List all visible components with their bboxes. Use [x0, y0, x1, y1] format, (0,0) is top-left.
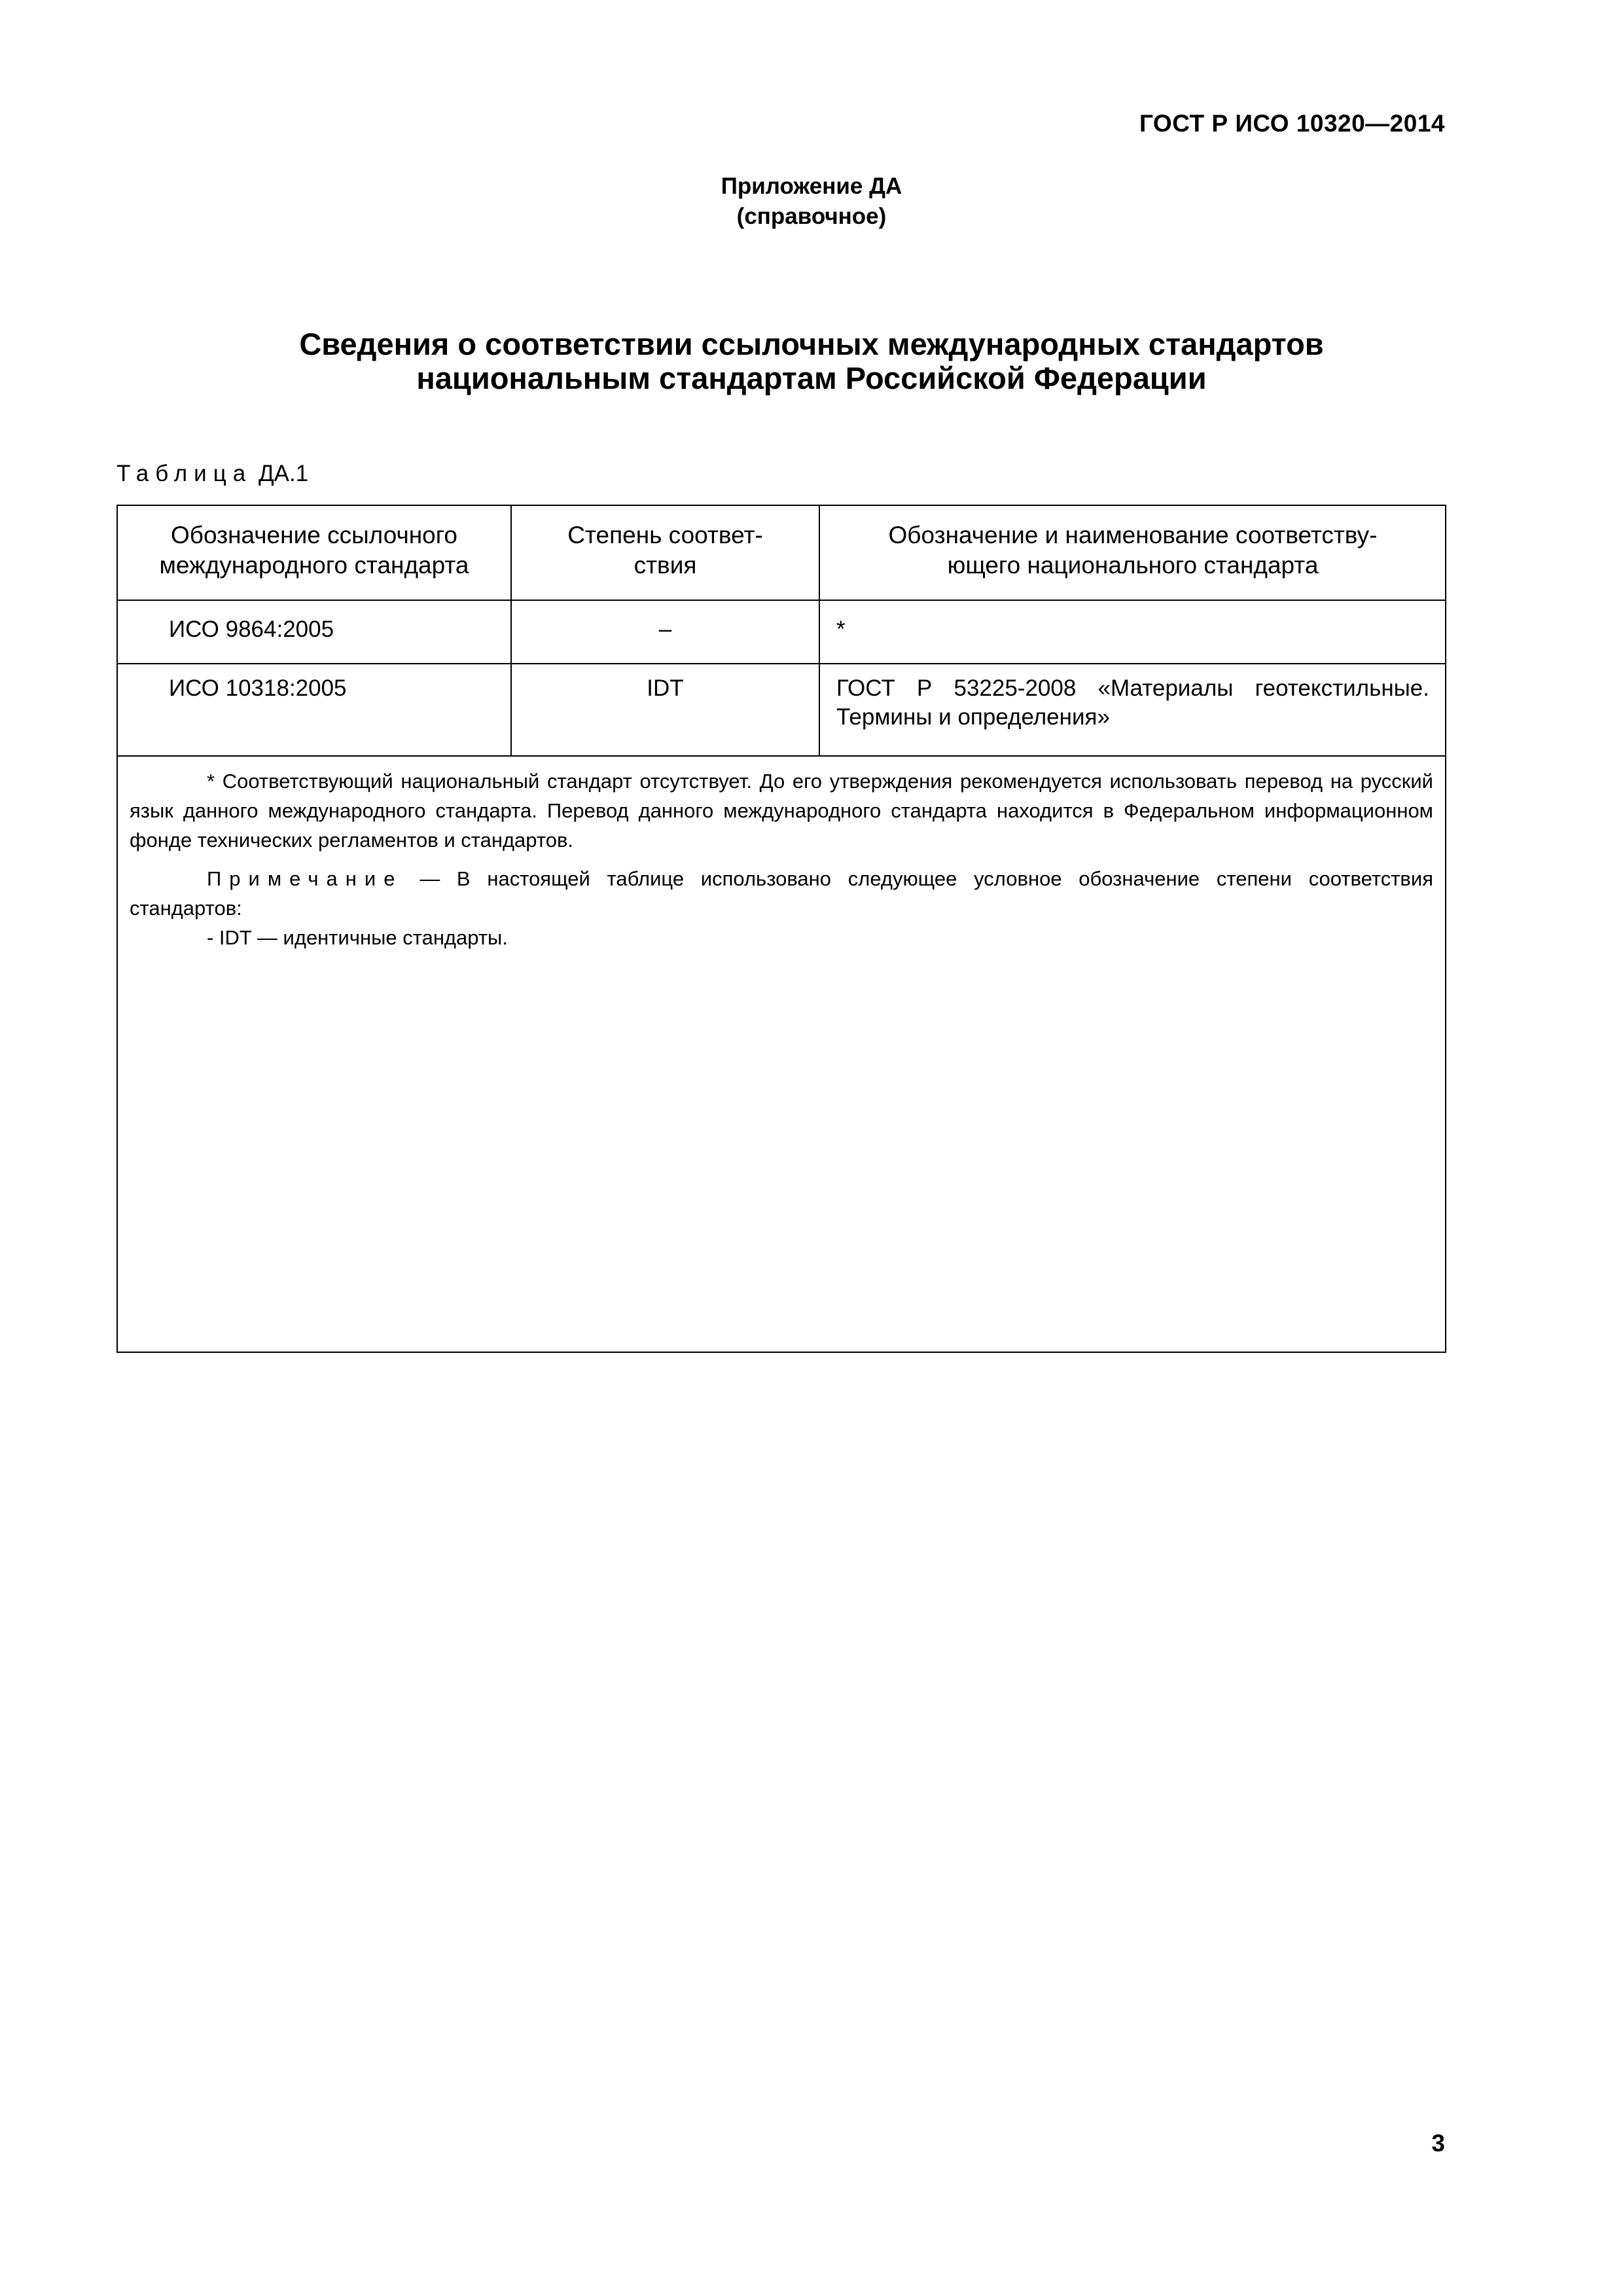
table-caption-number: ДА.1 — [258, 461, 309, 486]
standards-table — [116, 505, 1446, 1353]
header-text: международного стандарта — [159, 552, 469, 579]
note-label: Примечание — [207, 867, 403, 890]
table-cell-ref: ИСО 9864:2005 — [169, 617, 334, 642]
note-text: — В настоящей таблице использовано следующее условное обозначение степени соответствия стандартов: — [130, 867, 1433, 920]
header-text: Степень соответ- — [567, 522, 763, 548]
table-notes — [130, 766, 1433, 952]
footnote: * Соответствующий национальный стандарт отсутствует. До его утверждения рекомендуется использовать перевод на русский язык данного международного стандарта. Перевод данного международного стандарта находится в Федеральном информационном фонде технических регламентов и стандартов. — [130, 770, 1433, 852]
table-cell-national: ГОСТ Р 53225-2008 «Материалы геотекстильные. Термины и определения» — [836, 675, 1429, 730]
note-item: - IDT — идентичные стандарты. — [207, 926, 508, 949]
document-code: ГОСТ Р ИСО 10320—2014 — [1139, 110, 1445, 137]
table-caption-word: Таблица — [116, 461, 253, 486]
notes-divider — [118, 755, 1445, 757]
table-cell-national: * — [836, 617, 846, 642]
section-title — [0, 327, 1623, 395]
page-number: 3 — [1431, 2130, 1445, 2157]
row-divider — [118, 663, 1445, 664]
appendix-title: Приложение ДА — [721, 173, 902, 199]
table-caption — [116, 461, 308, 487]
header-cell-degree — [512, 520, 819, 581]
header-divider — [118, 600, 1445, 601]
header-text: ющего национального стандарта — [947, 552, 1319, 579]
header-cell-ref — [118, 520, 510, 581]
section-title-line-1: Сведения о соответствии ссылочных международных стандартов — [299, 327, 1324, 361]
appendix-subtitle: (справочное) — [736, 204, 887, 229]
table-cell-degree: – — [658, 617, 672, 642]
table-note — [130, 864, 1433, 923]
header-text: Обозначение ссылочного — [170, 522, 458, 548]
table-cell-degree: IDT — [647, 675, 684, 701]
section-title-line-2: национальным стандартам Российской Федерации — [416, 361, 1207, 395]
appendix-heading — [0, 171, 1623, 232]
header-cell-national — [820, 520, 1446, 581]
header-text: Обозначение и наименование соответству- — [888, 522, 1378, 548]
table-cell-ref: ИСО 10318:2005 — [169, 675, 347, 701]
header-text: ствия — [633, 552, 697, 579]
